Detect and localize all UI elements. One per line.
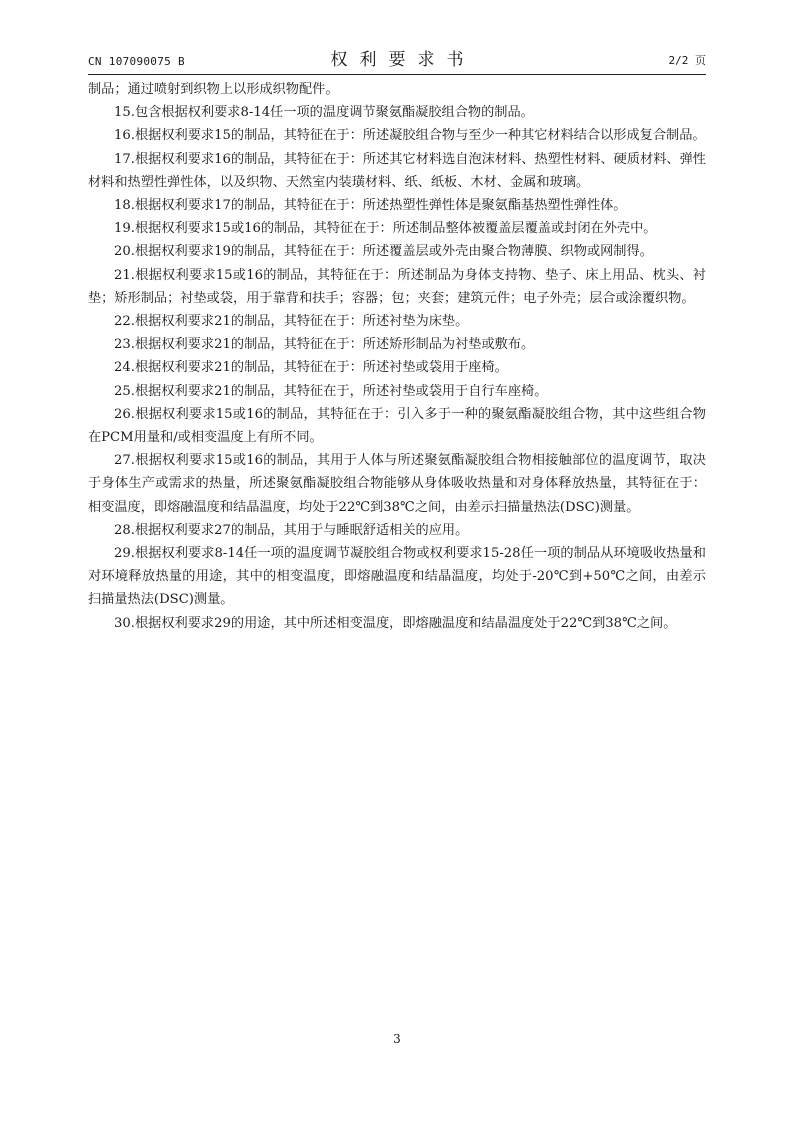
claim-28: 28.根据权利要求27的制品，其用于与睡眠舒适相关的应用。	[114, 522, 469, 538]
claim-23: 23.根据权利要求21的制品，其特征在于：所述矫形制品为衬垫或敷布。	[114, 337, 535, 353]
patent-number: CN 107090075 B	[88, 55, 185, 68]
claim-17: 17.根据权利要求16的制品，其特征在于：所述其它材料选自泡沫材料、热塑性材料、硬质材料、弹性材料和热塑性弹性体，以及织物、天然室内装璜材料、纸、纸板、木材、金属和玻璃。	[88, 151, 706, 190]
claim-30: 30.根据权利要求29的用途，其中所述相变温度，即熔融温度和结晶温度处于22℃到38℃之间。	[114, 615, 677, 631]
claim-16: 16.根据权利要求15的制品，其特征在于：所述凝胶组合物与至少一种其它材料结合以形成复合制品。	[114, 128, 706, 144]
claim-25: 25.根据权利要求21的制品，其特征在于，所述衬垫或袋用于自行车座椅。	[114, 383, 548, 399]
page-header	[88, 44, 706, 74]
claim-29: 29.根据权利要求8-14任一项的温度调节凝胶组合物或权利要求15-28任一项的制品从环境吸收热量和对环境释放热量的用途，其中的相变温度，即熔融温度和结晶温度，均处于-20℃到+50℃之间，由差示扫描量热法(DSC)测量。	[88, 546, 706, 608]
claim-18: 18.根据权利要求17的制品，其特征在于：所述热塑性弹性体是聚氨酯基热塑性弹性体。	[114, 198, 627, 214]
claim-20: 20.根据权利要求19的制品，其特征在于：所述覆盖层或外壳由聚合物薄膜、织物或网制得。	[114, 244, 653, 260]
document-title: 权利要求书	[330, 50, 476, 70]
page-count: 2/2 页	[668, 54, 706, 67]
claim-27: 27.根据权利要求15或16的制品，其用于人体与所述聚氨酯凝胶组合物相接触部位的温度调节，取决于身体生产或需求的热量，所述聚氨酯凝胶组合物能够从身体吸收热量和对身体释放热量，其特征在于：相变温度，即熔融温度和结晶温度，均处于22℃到38℃之间，由差示扫描量热法(DSC)测量。	[88, 453, 706, 515]
claims-body	[88, 78, 706, 635]
claim-19: 19.根据权利要求15或16的制品，其特征在于：所述制品整体被覆盖层覆盖或封闭在外壳中。	[114, 221, 657, 237]
claim-26: 26.根据权利要求15或16的制品，其特征在于：引入多于一种的聚氨酯凝胶组合物，其中这些组合物在PCM用量和/或相变温度上有所不同。	[88, 406, 706, 446]
claim-15: 15.包含根据权利要求8-14任一项的温度调节聚氨酯凝胶组合物的制品。	[114, 105, 534, 121]
header-divider	[88, 74, 706, 75]
claim-22: 22.根据权利要求21的制品，其特征在于：所述衬垫为床垫。	[114, 314, 469, 330]
claim-21: 21.根据权利要求15或16的制品，其特征在于：所述制品为身体支持物、垫子、床上用品、枕头、衬垫；矫形制品；衬垫或袋，用于靠背和扶手；容器；包；夹套；建筑元件；电子外壳；层合或涂覆织物。	[88, 267, 706, 306]
claim-24: 24.根据权利要求21的制品，其特征在于：所述衬垫或袋用于座椅。	[114, 360, 508, 376]
claim-continuation: 制品；通过喷射到织物上以形成织物配件。	[88, 82, 339, 97]
page-number: 3	[393, 1032, 401, 1046]
